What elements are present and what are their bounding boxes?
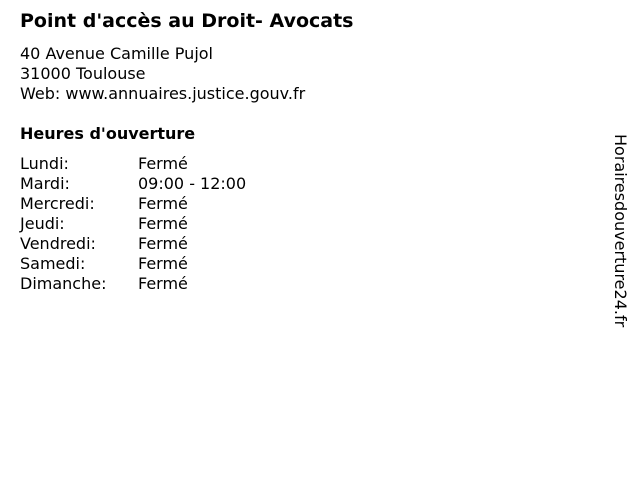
page-title: Point d'accès au Droit- Avocats [20, 10, 354, 32]
day-label: Dimanche: [20, 274, 107, 293]
opening-hours-list [20, 154, 246, 294]
address-city: 31000 Toulouse [20, 64, 146, 83]
day-label: Samedi: [20, 254, 86, 273]
site-watermark-text: Horairesdouverture24.fr [611, 134, 630, 328]
address-web: Web: www.annuaires.justice.gouv.fr [20, 84, 306, 103]
site-watermark [612, 134, 636, 374]
hours-row-dimanche [20, 274, 246, 294]
address-block [20, 44, 305, 104]
day-label: Lundi: [20, 154, 69, 173]
time-value: Fermé [138, 154, 188, 173]
time-value: Fermé [138, 194, 188, 213]
day-label: Mardi: [20, 174, 70, 193]
hours-row-mercredi [20, 194, 246, 214]
time-value: 09:00 - 12:00 [138, 174, 247, 193]
address-street: 40 Avenue Camille Pujol [20, 44, 213, 63]
hours-row-samedi [20, 254, 246, 274]
time-value: Fermé [138, 234, 188, 253]
day-label: Jeudi: [20, 214, 65, 233]
day-label: Mercredi: [20, 194, 95, 213]
time-value: Fermé [138, 274, 188, 293]
hours-row-mardi [20, 174, 246, 194]
day-label: Vendredi: [20, 234, 96, 253]
time-value: Fermé [138, 214, 188, 233]
hours-heading: Heures d'ouverture [20, 124, 196, 143]
hours-row-lundi [20, 154, 246, 174]
hours-row-vendredi [20, 234, 246, 254]
time-value: Fermé [138, 254, 188, 273]
hours-row-jeudi [20, 214, 246, 234]
